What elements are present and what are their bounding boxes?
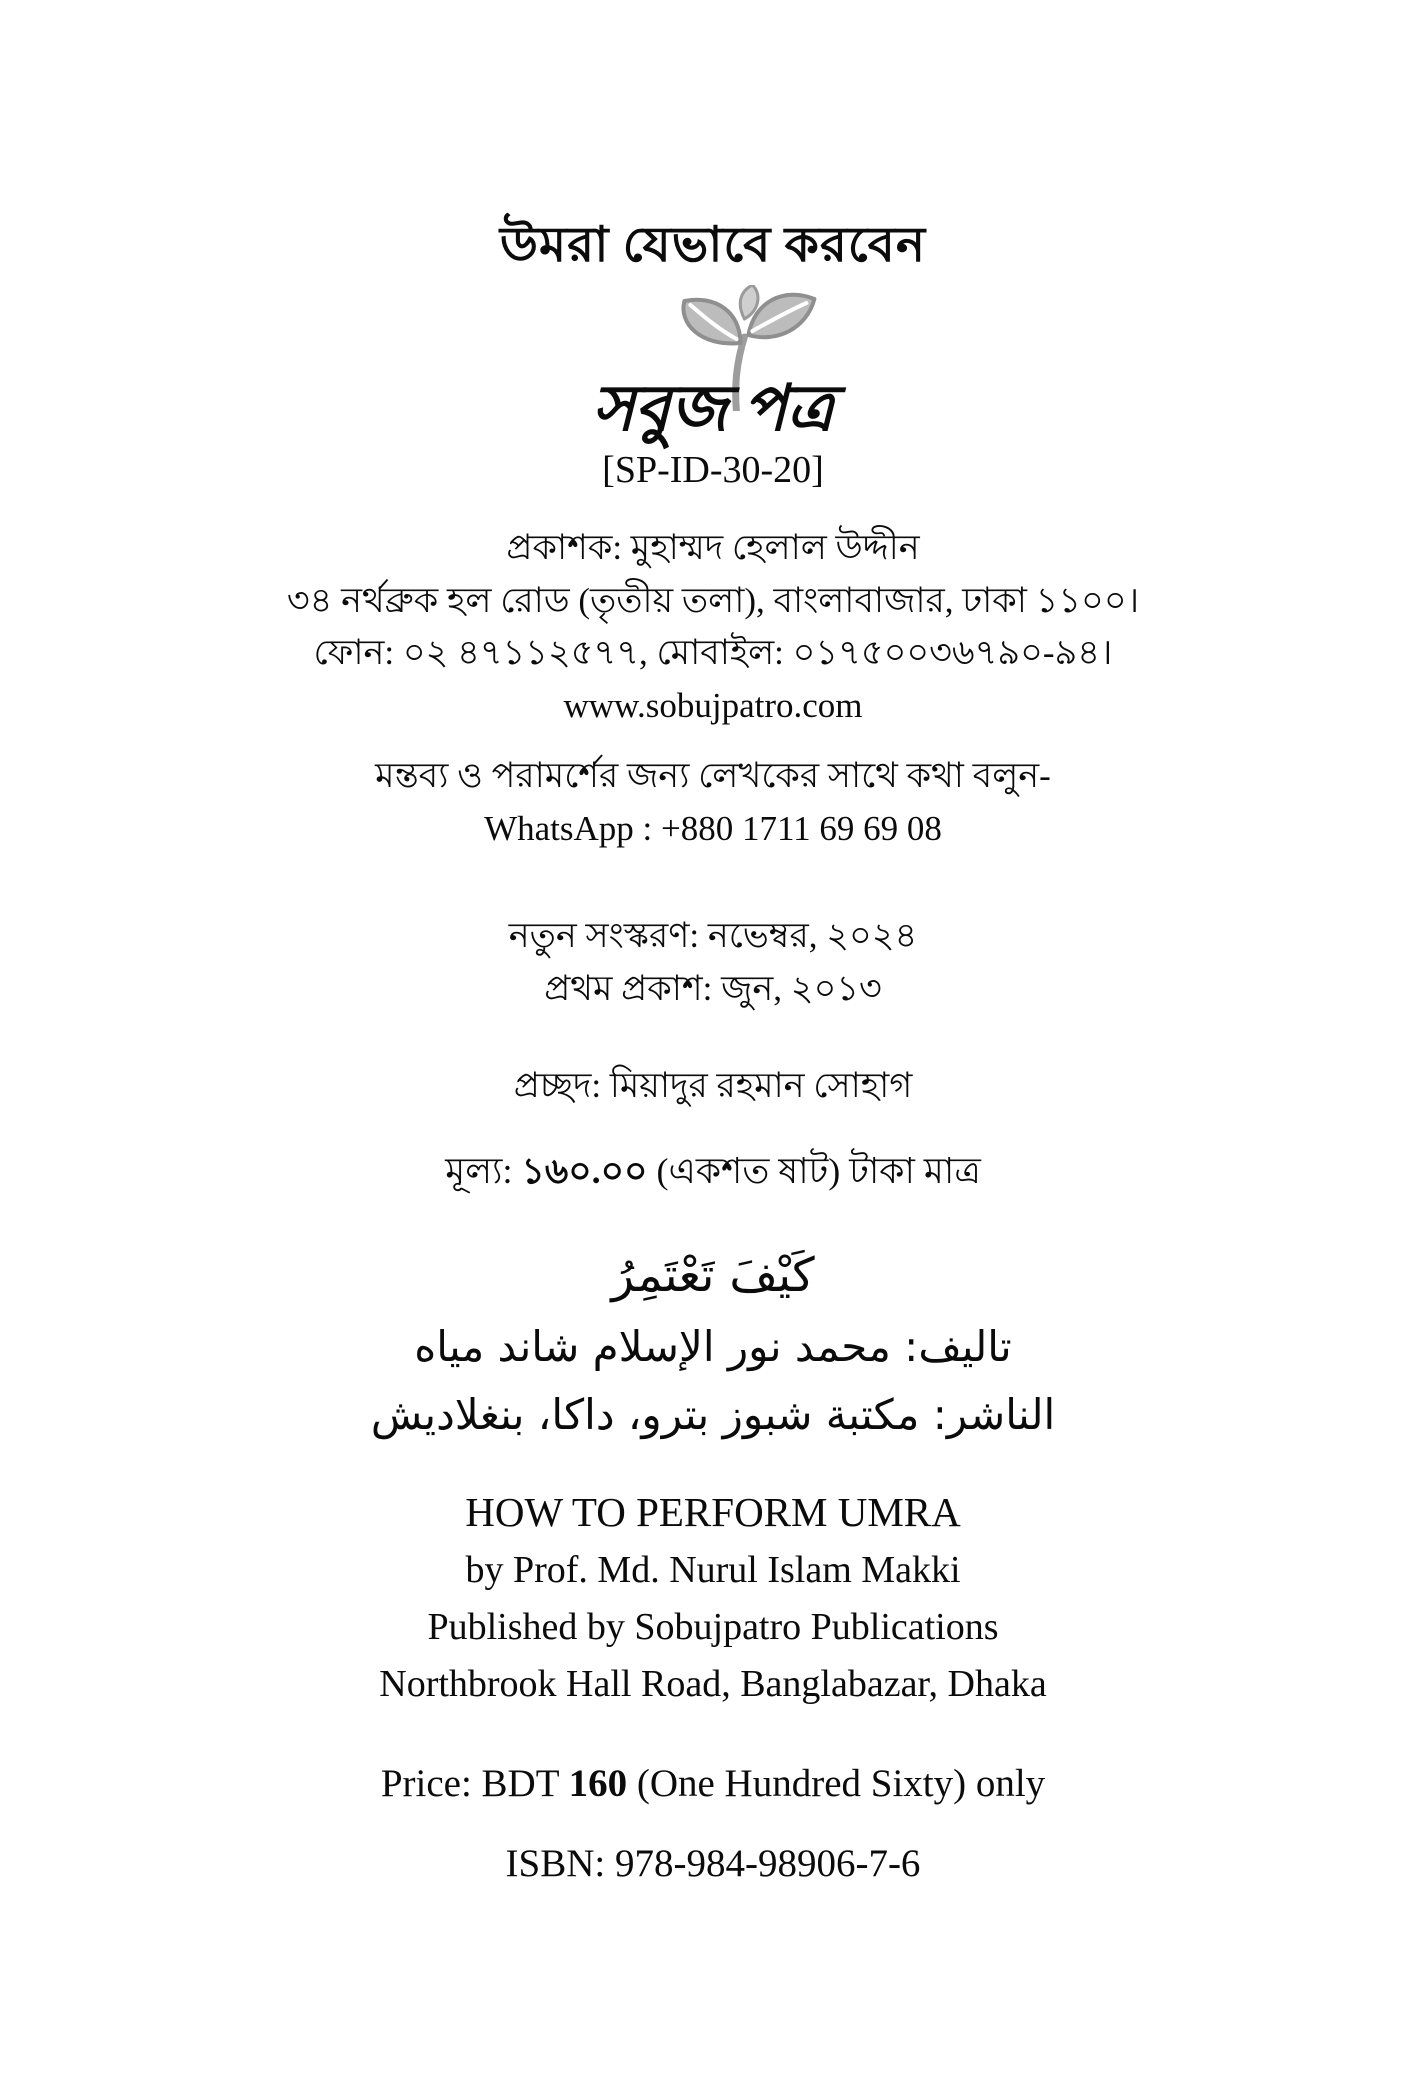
price-en-amount: 160 [568, 1761, 628, 1805]
whatsapp-number-line: WhatsApp : +880 1711 69 69 08 [484, 808, 942, 848]
arabic-info-group [0, 1240, 1426, 1449]
price-english-group [0, 1759, 1426, 1810]
sp-id-code: [SP-ID-30-20] [602, 448, 824, 491]
english-address-line: Northbrook Hall Road, Banglabazar, Dhaka [379, 1662, 1047, 1705]
english-author-line: by Prof. Md. Nurul Islam Makki [465, 1548, 961, 1591]
english-book-title: HOW TO PERFORM UMRA [465, 1489, 961, 1536]
publisher-name-line: প্রকাশক: মুহাম্মদ হেলাল উদ্দীন [506, 528, 920, 568]
isbn-group [0, 1839, 1426, 1890]
price-english-line [0, 1759, 1426, 1810]
new-edition-line: নতুন সংস্করণ: নভেম্বর, ২০২৪ [508, 916, 918, 956]
publisher-phone-line: ফোন: ০২ ৪৭১১২৫৭৭, মোবাইল: ০১৭৫০০৩৬৭৯০-৯৪। [313, 633, 1113, 673]
arabic-book-title: كَيْفَ تَعْتَمِرُ [611, 1248, 815, 1304]
publisher-address-line: ৩৪ নর্থব্রুক হল রোড (তৃতীয় তলা), বাংলাবাজার, ঢাকা ১১০০। [286, 580, 1140, 620]
publisher-logo [0, 285, 1426, 444]
english-publisher-line: Published by Sobujpatro Publications [427, 1605, 999, 1648]
cover-designer-line: প্রচ্ছদ: মিয়াদুর রহমান সোহাগ [513, 1066, 913, 1106]
arabic-author-line: تاليف: محمد نور الإسلام شاند مياه [414, 1322, 1012, 1372]
publisher-wordmark: সবুজ পত্র [592, 372, 834, 444]
price-bengali-line [0, 1143, 1426, 1201]
price-en-suffix: (One Hundred Sixty) only [627, 1761, 1046, 1805]
arabic-publisher-line: الناشر: مكتبة شبوز بترو، داكا، بنغلاديش [370, 1390, 1056, 1440]
price-bn-amount: ১৬০.০০ [521, 1150, 648, 1191]
publisher-website: www.sobujpatro.com [563, 685, 863, 725]
cover-designer-group [0, 1060, 1426, 1113]
price-bn-suffix: (একশত ষাট) টাকা মাত্র [647, 1150, 981, 1191]
publisher-info-group [0, 522, 1426, 732]
first-published-line: প্রথম প্রকাশ: জুন, ২০১৩ [544, 968, 882, 1008]
contact-note-line: মন্তব্য ও পরামর্শের জন্য লেখকের সাথে কথা বলুন- [375, 756, 1051, 796]
price-bn-prefix: মূল্য: [445, 1150, 522, 1191]
english-info-group [0, 1483, 1426, 1712]
book-title-bengali: উমরা যেভাবে করবেন [499, 217, 927, 272]
price-en-prefix: Price: BDT [380, 1761, 569, 1805]
author-contact-group [0, 750, 1426, 855]
edition-info-group [0, 910, 1426, 1015]
price-bengali-group [0, 1143, 1426, 1201]
isbn-line: ISBN: 978-984-98906-7-6 [505, 1842, 921, 1886]
